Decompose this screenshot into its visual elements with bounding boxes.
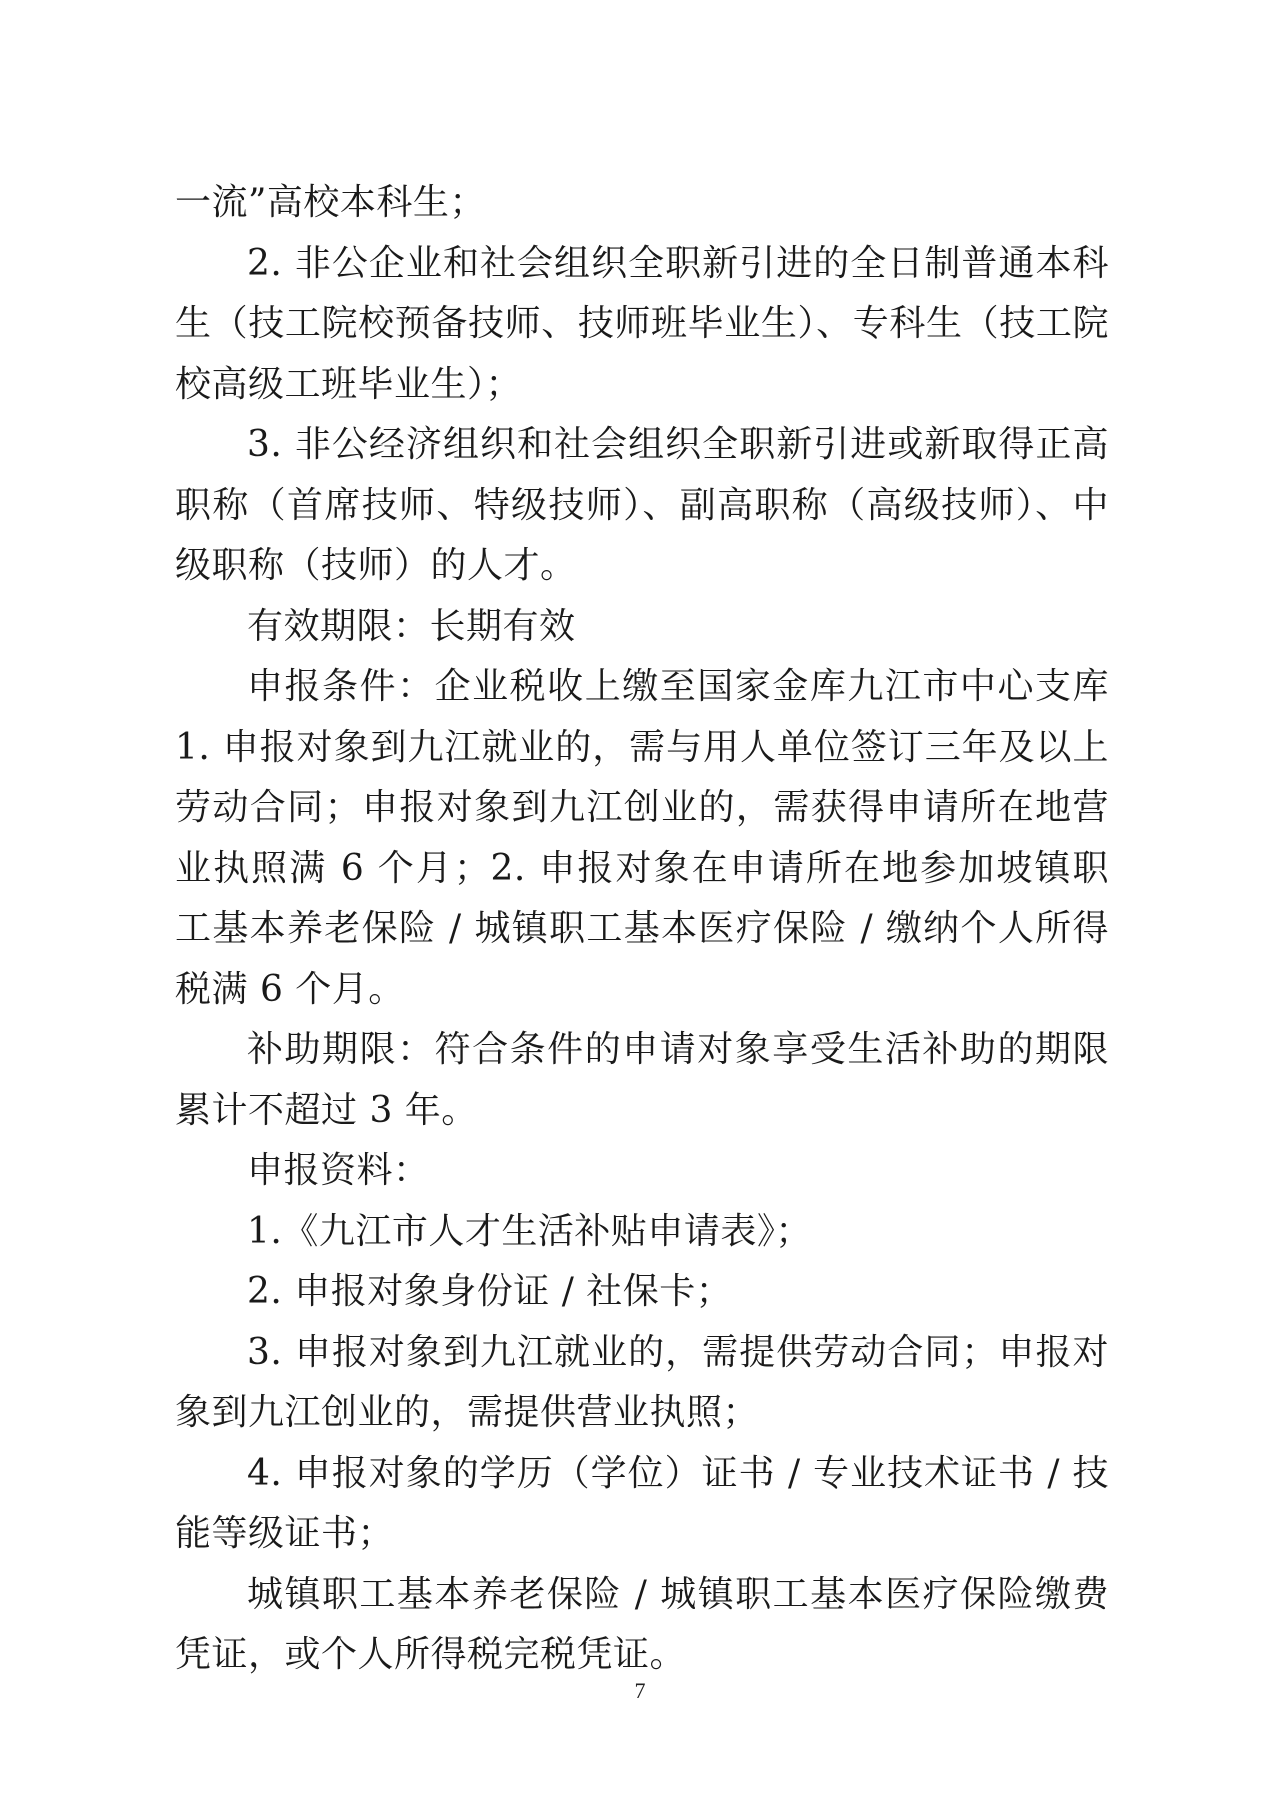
paragraph-material-4: 4. 申报对象的学历（学位）证书 / 专业技术证书 / 技能等级证书； [175,1452,1109,1554]
paragraph-material-5: 城镇职工基本养老保险 / 城镇职工基本医疗保险缴费凭证，或个人所得税完税凭证。 [175,1573,1109,1675]
paragraph-material-2: 2. 申报对象身份证 / 社保卡； [247,1271,733,1312]
paragraph-item-3: 3. 非公经济组织和社会组织全职新引进或新取得正高职称（首席技师、特级技师）、副高职称（高级技师）、中级职称（技师）的人才。 [175,424,1109,586]
paragraph-material-1: 1.《九江市人才生活补贴申请表》； [247,1210,812,1252]
paragraph-item-2: 2. 非公企业和社会组织全职新引进的全日制普通本科生（技工院校预备技师、技师班毕业生）、专科生（技工院校高级工班毕业生）； [175,242,1109,405]
paragraph-conditions: 申报条件：企业税收上缴至国家金库九江市中心支库 1. 申报对象到九江就业的，需与用人单位签订三年及以上劳动合同；申报对象到九江创业的，需获得申请所在地营业执照满 6 个月；2. 申报对象在申请所在地参加坡镇职工基本养老保险 / 城镇职工基本医疗保险 / 缴纳个人所得税满 6 个月。 [175,666,1109,1010]
page-number: 7 [634,1678,646,1703]
paragraph-continuation: 一流”高校本科生； [175,182,486,223]
paragraph-subsidy-period: 补助期限：符合条件的申请对象享受生活补助的期限累计不超过 3 年。 [175,1029,1109,1131]
paragraph-validity: 有效期限：长期有效 [247,605,576,647]
body-text [175,173,1109,1686]
paragraph-materials-heading: 申报资料： [247,1150,430,1191]
paragraph-material-3: 3. 申报对象到九江就业的，需提供劳动合同；申报对象到九江创业的，需提供营业执照； [175,1331,1109,1433]
